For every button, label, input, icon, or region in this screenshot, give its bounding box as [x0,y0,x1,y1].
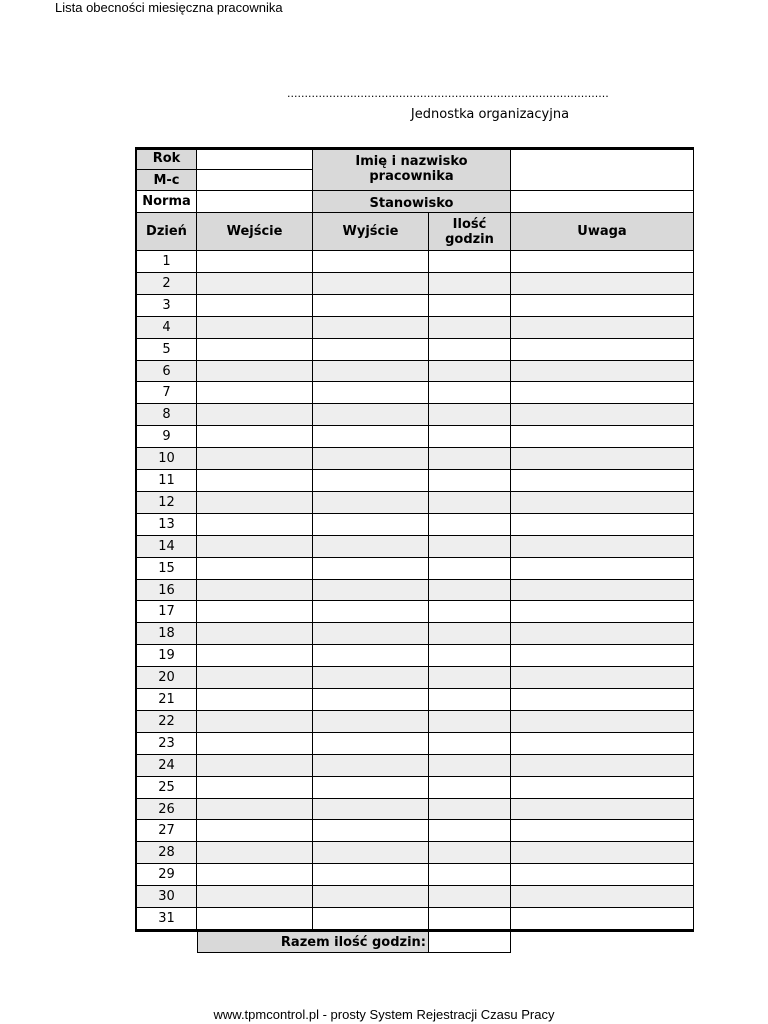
entry-time-cell[interactable] [197,623,313,645]
exit-time-cell[interactable] [313,536,429,558]
day-number: 10 [135,448,197,470]
hours-cell[interactable] [429,755,511,777]
day-number: 12 [135,492,197,514]
day-number: 29 [135,864,197,886]
exit-time-cell[interactable] [313,842,429,864]
entry-time-cell[interactable] [197,470,313,492]
note-cell[interactable] [511,382,694,404]
header-hours [429,213,511,251]
entry-time-cell[interactable] [197,339,313,361]
note-cell[interactable] [511,339,694,361]
exit-time-cell[interactable] [313,733,429,755]
header-entry: Wejście [197,213,313,251]
label-line-1: Ilość [452,216,487,232]
hours-cell[interactable] [429,908,511,930]
hours-cell[interactable] [429,667,511,689]
note-cell[interactable] [511,820,694,842]
exit-time-cell[interactable] [313,667,429,689]
employee-name-label [313,148,511,191]
exit-time-cell[interactable] [313,251,429,273]
note-cell[interactable] [511,295,694,317]
entry-time-cell[interactable] [197,667,313,689]
entry-time-cell[interactable] [197,601,313,623]
note-cell[interactable] [511,733,694,755]
position-label: Stanowisko [313,191,511,213]
exit-time-cell[interactable] [313,777,429,799]
entry-time-cell[interactable] [197,820,313,842]
norma-input[interactable] [197,191,313,213]
entry-time-cell[interactable] [197,361,313,382]
entry-time-cell[interactable] [197,382,313,404]
exit-time-cell[interactable] [313,908,429,930]
org-unit-label: Jednostka organizacyjna [410,107,570,122]
note-cell[interactable] [511,251,694,273]
day-number: 7 [135,382,197,404]
note-cell[interactable] [511,601,694,623]
mc-label: M-c [135,170,197,191]
day-number: 28 [135,842,197,864]
entry-time-cell[interactable] [197,317,313,339]
entry-time-cell[interactable] [197,580,313,601]
label-line-2: pracownika [369,169,454,184]
note-cell[interactable] [511,667,694,689]
note-cell[interactable] [511,536,694,558]
note-cell[interactable] [511,908,694,930]
exit-time-cell[interactable] [313,448,429,470]
hours-cell[interactable] [429,492,511,514]
entry-time-cell[interactable] [197,536,313,558]
note-cell[interactable] [511,470,694,492]
day-number: 13 [135,514,197,536]
entry-time-cell[interactable] [197,733,313,755]
rok-input[interactable] [197,148,313,170]
header-day: Dzień [135,213,197,251]
note-cell[interactable] [511,799,694,820]
day-number: 20 [135,667,197,689]
hours-cell[interactable] [429,339,511,361]
exit-time-cell[interactable] [313,273,429,295]
entry-time-cell[interactable] [197,404,313,426]
day-number: 23 [135,733,197,755]
hours-cell[interactable] [429,799,511,820]
entry-time-cell[interactable] [197,886,313,908]
note-cell[interactable] [511,864,694,886]
entry-time-cell[interactable] [197,448,313,470]
note-cell[interactable] [511,492,694,514]
day-number: 1 [135,251,197,273]
exit-time-cell[interactable] [313,470,429,492]
exit-time-cell[interactable] [313,689,429,711]
hours-cell[interactable] [429,536,511,558]
exit-time-cell[interactable] [313,339,429,361]
entry-time-cell[interactable] [197,645,313,667]
exit-time-cell[interactable] [313,886,429,908]
org-unit-dotted-line: ............................................................................................ [287,87,609,100]
exit-time-cell[interactable] [313,361,429,382]
exit-time-cell[interactable] [313,755,429,777]
mc-input[interactable] [197,170,313,191]
day-number: 8 [135,404,197,426]
exit-time-cell[interactable] [313,601,429,623]
hours-cell[interactable] [429,448,511,470]
note-cell[interactable] [511,514,694,536]
hours-cell[interactable] [429,601,511,623]
exit-time-cell[interactable] [313,864,429,886]
hours-cell[interactable] [429,426,511,448]
header-exit: Wyjście [313,213,429,251]
entry-time-cell[interactable] [197,689,313,711]
day-number: 15 [135,558,197,580]
note-cell[interactable] [511,711,694,733]
hours-cell[interactable] [429,251,511,273]
day-number: 9 [135,426,197,448]
day-number: 31 [135,908,197,930]
exit-time-cell[interactable] [313,514,429,536]
day-number: 30 [135,886,197,908]
footer-text: www.tpmcontrol.pl - prosty System Rejestracji Czasu Pracy [213,1007,555,1022]
header-note: Uwaga [511,213,694,251]
day-number: 2 [135,273,197,295]
hours-cell[interactable] [429,886,511,908]
note-cell[interactable] [511,842,694,864]
hours-cell[interactable] [429,404,511,426]
label-line-1: Imię i nazwisko [355,154,468,169]
day-number: 14 [135,536,197,558]
day-number: 19 [135,645,197,667]
entry-time-cell[interactable] [197,426,313,448]
note-cell[interactable] [511,426,694,448]
exit-time-cell[interactable] [313,558,429,580]
day-number: 16 [135,580,197,601]
note-cell[interactable] [511,623,694,645]
note-cell[interactable] [511,448,694,470]
exit-time-cell[interactable] [313,317,429,339]
hours-cell[interactable] [429,623,511,645]
entry-time-cell[interactable] [197,558,313,580]
hours-cell[interactable] [429,470,511,492]
note-cell[interactable] [511,777,694,799]
hours-cell[interactable] [429,820,511,842]
day-number: 18 [135,623,197,645]
exit-time-cell[interactable] [313,580,429,601]
note-cell[interactable] [511,317,694,339]
day-number: 27 [135,820,197,842]
label-text [355,154,467,184]
hours-cell[interactable] [429,295,511,317]
total-hours-label: Razem ilość godzin: [197,932,429,953]
note-cell[interactable] [511,273,694,295]
note-cell[interactable] [511,689,694,711]
norma-label: Norma [135,191,197,213]
hours-cell[interactable] [429,580,511,601]
day-number: 5 [135,339,197,361]
note-cell[interactable] [511,361,694,382]
entry-time-cell[interactable] [197,251,313,273]
hours-cell[interactable] [429,558,511,580]
total-hours-input[interactable] [429,932,511,953]
entry-time-cell[interactable] [197,514,313,536]
day-number: 3 [135,295,197,317]
entry-time-cell[interactable] [197,777,313,799]
note-cell[interactable] [511,645,694,667]
hours-cell[interactable] [429,864,511,886]
hours-cell[interactable] [429,689,511,711]
exit-time-cell[interactable] [313,820,429,842]
day-number: 4 [135,317,197,339]
day-number: 22 [135,711,197,733]
document-header: Lista obecności miesięczna pracownika [55,0,283,15]
hours-cell[interactable] [429,273,511,295]
hours-cell[interactable] [429,514,511,536]
day-number: 26 [135,799,197,820]
hours-cell[interactable] [429,733,511,755]
position-input[interactable] [511,191,694,213]
hours-cell[interactable] [429,645,511,667]
day-number: 24 [135,755,197,777]
day-number: 11 [135,470,197,492]
table-top-border [135,147,694,150]
exit-time-cell[interactable] [313,799,429,820]
note-cell[interactable] [511,580,694,601]
day-number: 6 [135,361,197,382]
hours-cell[interactable] [429,777,511,799]
entry-time-cell[interactable] [197,864,313,886]
hours-cell[interactable] [429,711,511,733]
entry-time-cell[interactable] [197,492,313,514]
exit-time-cell[interactable] [313,623,429,645]
employee-name-input[interactable] [511,148,694,191]
exit-time-cell[interactable] [313,645,429,667]
rok-label: Rok [135,148,197,170]
entry-time-cell[interactable] [197,295,313,317]
note-cell[interactable] [511,558,694,580]
exit-time-cell[interactable] [313,404,429,426]
entry-time-cell[interactable] [197,842,313,864]
exit-time-cell[interactable] [313,382,429,404]
note-cell[interactable] [511,404,694,426]
entry-time-cell[interactable] [197,711,313,733]
exit-time-cell[interactable] [313,426,429,448]
exit-time-cell[interactable] [313,295,429,317]
hours-cell[interactable] [429,382,511,404]
note-cell[interactable] [511,755,694,777]
hours-cell[interactable] [429,842,511,864]
entry-time-cell[interactable] [197,908,313,930]
exit-time-cell[interactable] [313,492,429,514]
hours-cell[interactable] [429,317,511,339]
entry-time-cell[interactable] [197,273,313,295]
label-text [445,217,494,247]
exit-time-cell[interactable] [313,711,429,733]
label-line-2: godzin [445,231,494,247]
day-number: 17 [135,601,197,623]
hours-cell[interactable] [429,361,511,382]
day-number: 21 [135,689,197,711]
day-number: 25 [135,777,197,799]
entry-time-cell[interactable] [197,799,313,820]
note-cell[interactable] [511,886,694,908]
entry-time-cell[interactable] [197,755,313,777]
